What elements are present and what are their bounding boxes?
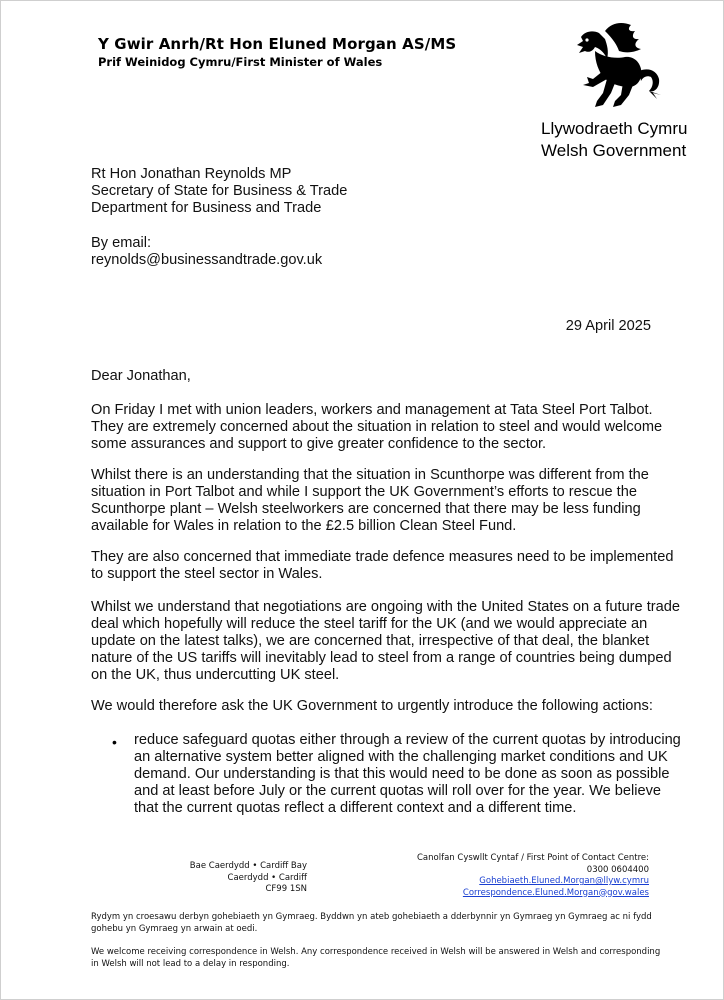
paragraph-line: We would therefore ask the UK Government to urgently introduce the following actions: [91,698,653,714]
sender-name: Y Gwir Anrh/Rt Hon Eluned Morgan AS/MS [98,35,457,53]
paragraph-4 [91,599,680,684]
contact-phone: 0300 0604400 [586,864,649,875]
paragraph-line: They are extremely concerned about the situation in relation to steel and would welcome [91,419,663,435]
footer-address-line: CF99 1SN [265,884,307,894]
english-language-note [91,947,691,970]
note-line: in Welsh will not lead to a delay in responding. [91,958,290,969]
footer-address [151,861,307,896]
note-line: Rydym yn croesawu derbyn gohebiaeth yn Gymraeg. Byddwn yn ateb gohebiaeth a dderbynnir yn Gymraeg yn Gymraeg ac ni fydd [91,912,652,922]
logo-text-english: Welsh Government [541,141,687,160]
note-line: We welcome receiving correspondence in Welsh. Any correspondence received in Welsh will be answered in Welsh and corresponding [91,947,661,957]
footer-contact [381,853,649,899]
paragraph-line: Whilst we understand that negotiations are ongoing with the United States on a future trade [91,599,680,615]
paragraph-5 [91,698,671,715]
by-email-label: By email: [91,235,152,251]
paragraph-line: situation in Port Talbot and while I support the UK Government’s efforts to rescue the [91,484,637,500]
email-link-english[interactable]: Correspondence.Eluned.Morgan@gov.wales [462,887,649,898]
paragraph-line: They are also concerned that immediate trade defence measures need to be implemented [91,549,674,565]
recipient-name: Rt Hon Jonathan Reynolds MP [91,166,292,182]
recipient-email-block [91,235,322,269]
contact-label: Canolfan Cyswllt Cyntaf / First Point of Contact Centre: [417,853,649,863]
bullet-item [134,732,679,817]
salutation: Dear Jonathan, [91,368,191,384]
paragraph-line: to support the steel sector in Wales. [91,566,323,582]
paragraph-line: available for Wales in relation to the £2.5 billion Clean Steel Fund. [91,518,517,534]
recipient-department: Department for Business and Trade [91,200,322,216]
email-link-welsh[interactable]: Gohebiaeth.Eluned.Morgan@llyw.cymru [479,876,649,886]
recipient-email: reynolds@businessandtrade.gov.uk [91,252,323,268]
welsh-language-note [91,912,691,935]
bullet-line: an alternative system better aligned with the challenging market conditions and UK [134,749,668,765]
paragraph-2 [91,467,671,535]
paragraph-line: On Friday I met with union leaders, workers and management at Tata Steel Port Talbot. [91,402,653,418]
note-line: gohebu yn Gymraeg yn arwain at oedi. [91,923,258,934]
paragraph-line: nature of the US tariffs will inevitably lead to steel from a range of countries being dumped [91,650,672,666]
bullet-line: that the current quotas reflect a different context and a different time. [134,800,577,816]
paragraph-line: some assurances and support to give greater confidence to the sector. [91,436,547,452]
letter-date: 29 April 2025 [565,318,651,334]
recipient-title: Secretary of State for Business & Trade [91,183,348,199]
paragraph-1 [91,402,671,453]
sender-role: Prif Weinidog Cymru/First Minister of Wales [98,55,383,69]
paragraph-line: update on the latest talks), we are concerned that, irrespective of that deal, the blanket [91,633,650,649]
footer-address-line: Bae Caerdydd • Cardiff Bay [189,861,307,871]
logo-text-welsh: Llywodraeth Cymru [541,119,688,138]
bullet-line: and at least before July or the current quotas will roll over for the year. We believe [134,783,661,799]
paragraph-line: Whilst there is an understanding that the situation in Scunthorpe was different from the [91,467,649,483]
bullet-line: reduce safeguard quotas either through a review of the current quotas by introducing [134,732,681,748]
bullet-icon: • [112,734,117,750]
bullet-line: demand. Our understanding is that this would need to be done as soon as possible [134,766,670,782]
footer-address-line: Caerdydd • Cardiff [227,872,307,883]
paragraph-line: on the UK, thus undercutting UK steel. [91,667,340,683]
recipient-address [91,166,347,217]
dragon-icon [559,21,664,113]
paragraph-line: Scunthorpe plant – Welsh steelworkers are concerned that there may be less funding [91,501,641,517]
paragraph-line: deal which hopefully will reduce the steel tariff for the UK (and we would appreciate an [91,616,648,632]
paragraph-3 [91,549,674,583]
